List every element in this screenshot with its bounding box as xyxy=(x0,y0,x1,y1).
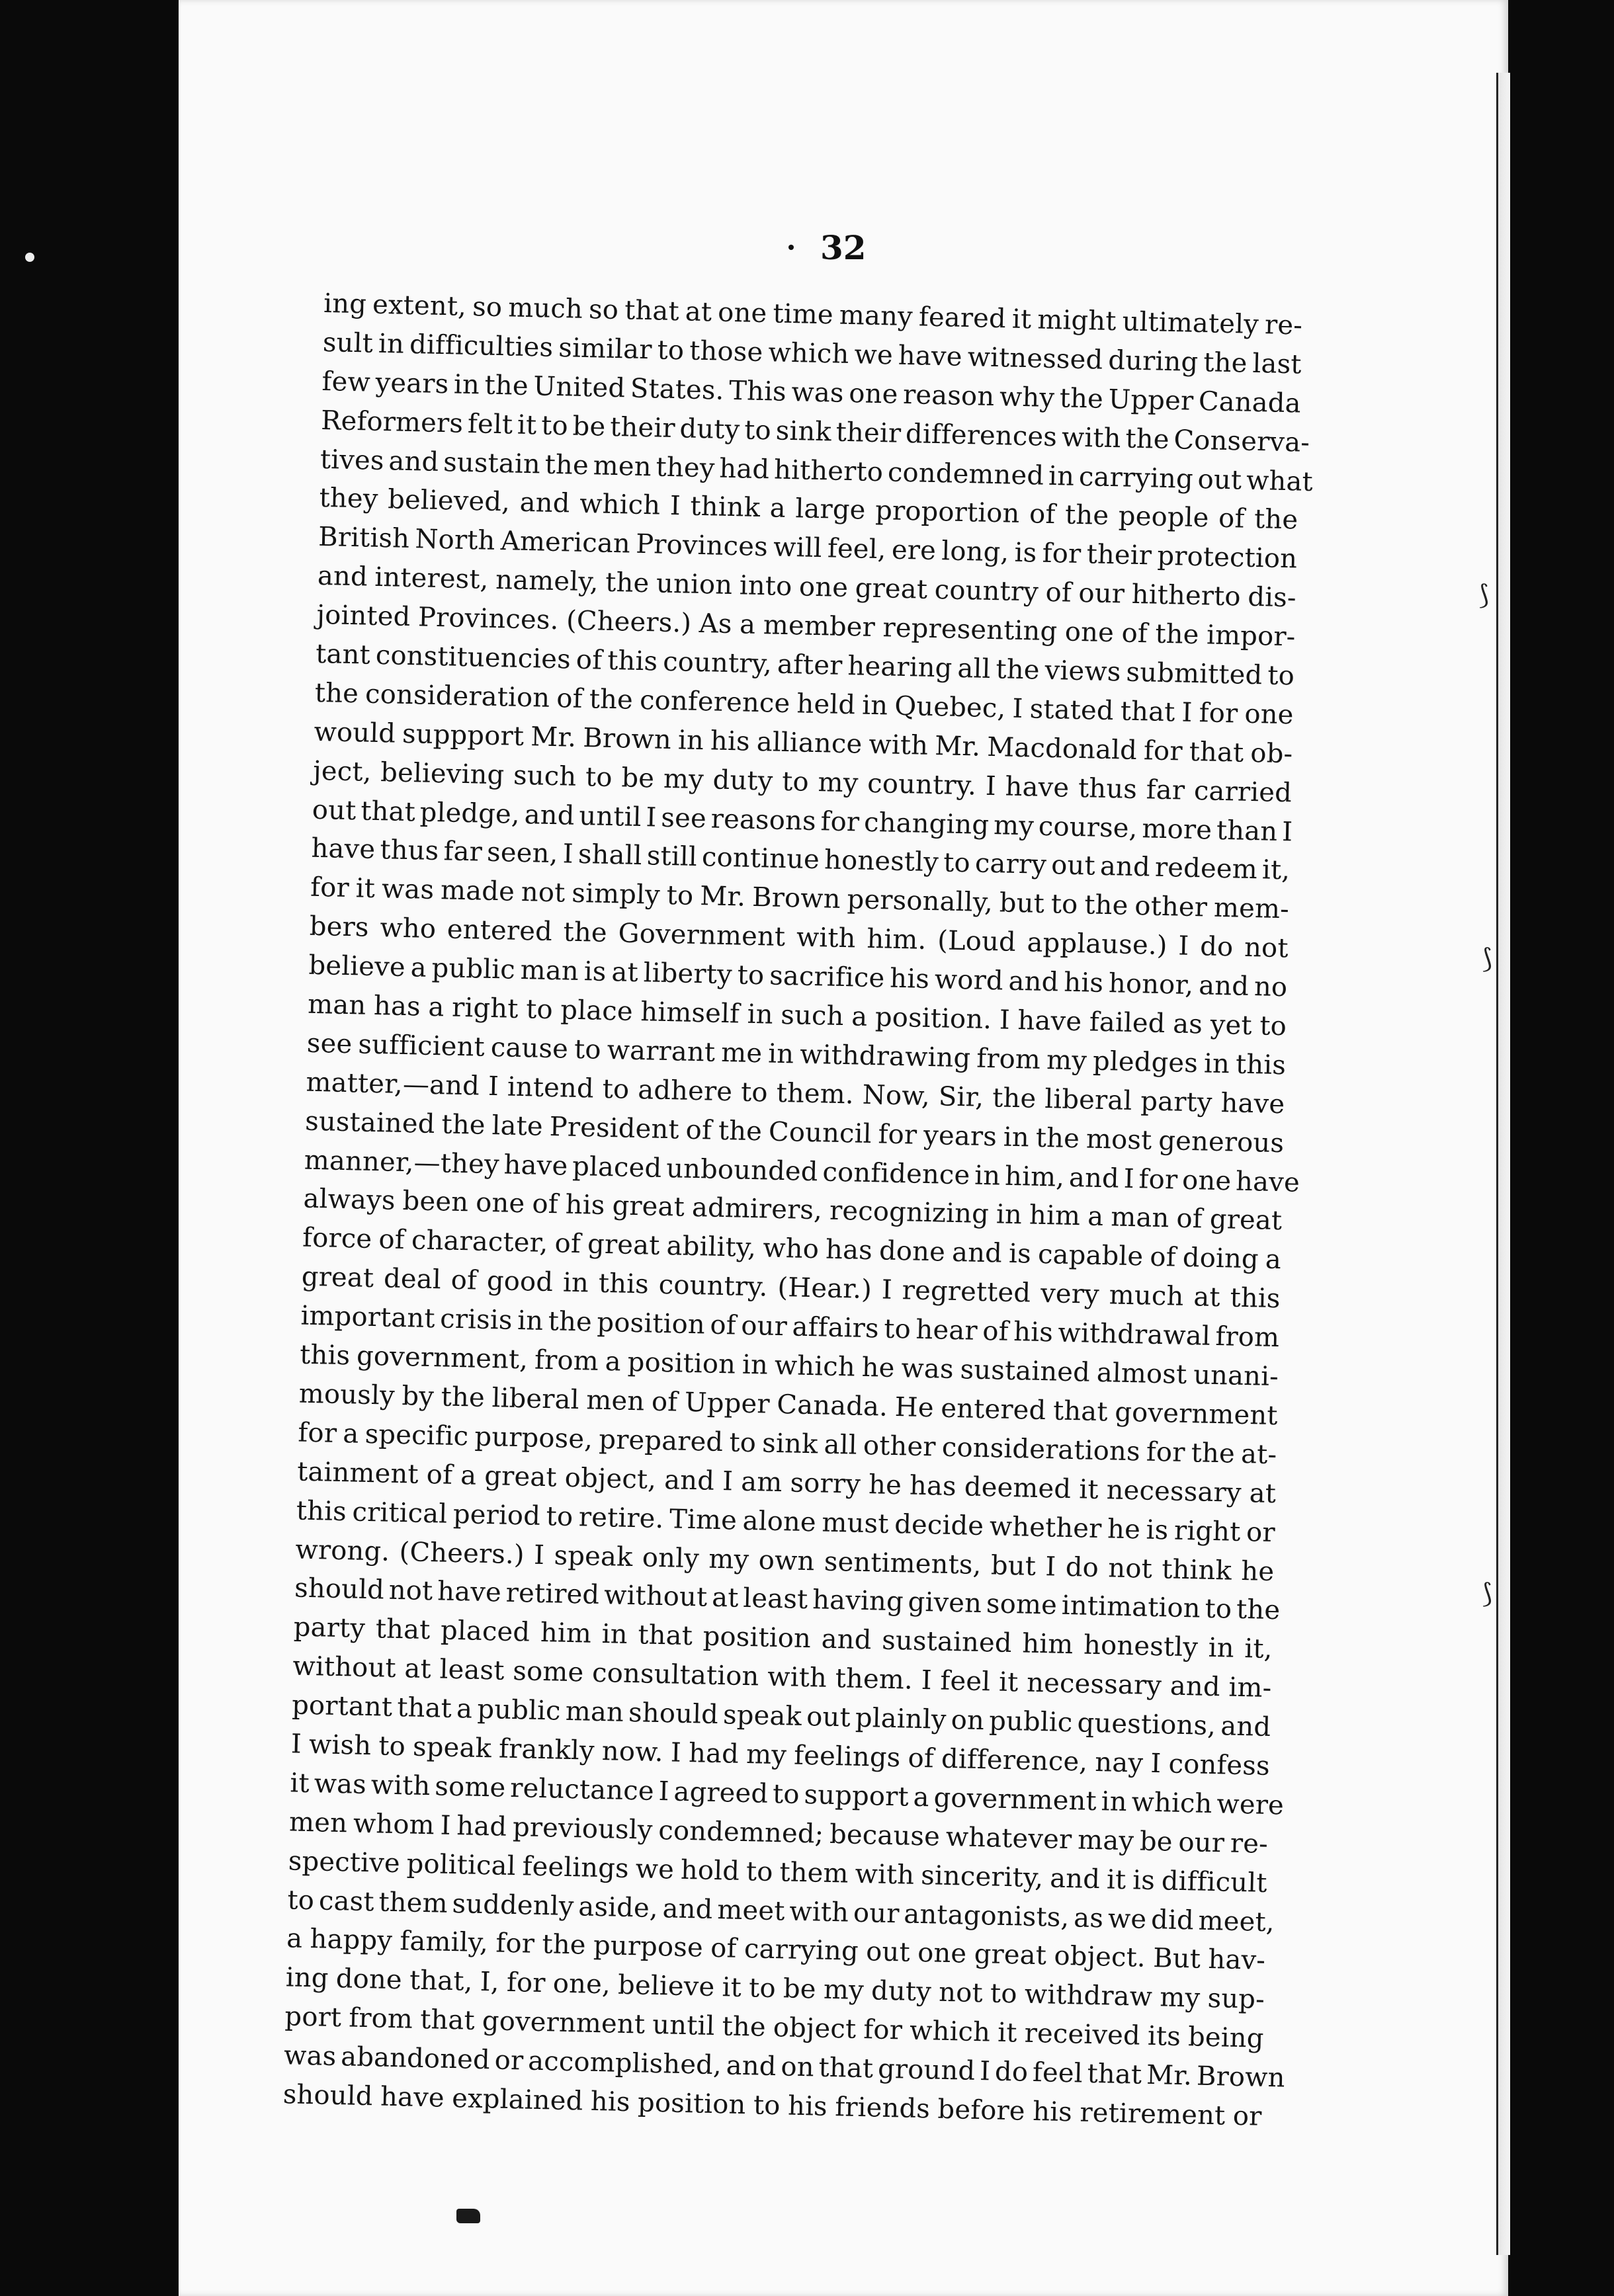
edge-flourish-mark: ⟆ xyxy=(1482,944,1492,974)
text-line: should have explained his position to his friends before his retirement or xyxy=(282,2079,1263,2132)
page-number: 32 xyxy=(820,228,867,267)
page-number-dot xyxy=(788,245,794,250)
text-line: great deal of good in this country. (Hear.) I regretted very much at this xyxy=(301,1261,1281,1315)
text-line: men whom I had previously condemned; because whatever may be our re- xyxy=(288,1807,1269,1860)
text-line: without at least some consultation with them. I feel it necessary and im- xyxy=(292,1651,1272,1704)
text-line: matter,—and I intend to adhere to them. Now, Sir, the liberal party have xyxy=(306,1067,1285,1120)
text-line: and interest, namely, the union into one great country of our hitherto dis- xyxy=(317,561,1297,614)
text-line: tant constituencies of this country, after hearing all the views submitted to xyxy=(315,638,1295,692)
text-line: for it was made not simply to Mr. Brown personally, but to the other mem- xyxy=(310,872,1290,925)
text-line: out that pledge, and until I see reasons for changing my course, more than I xyxy=(312,794,1293,848)
text-line: sustained the late President of the Council for years in the most generous xyxy=(304,1106,1285,1159)
text-line: British North American Provinces will feel, ere long, is for their protection xyxy=(318,522,1298,575)
text-line: ing extent, so much so that at one time many feared it might ultimately re- xyxy=(323,288,1303,341)
text-line: this government, from a position in which he was sustained almost unani- xyxy=(299,1339,1279,1393)
text-line: bers who entered the Government with him. (Loud applause.) I do not xyxy=(309,911,1289,964)
text-line: I wish to speak frankly now. I had my feelings of difference, nay I confess xyxy=(290,1729,1271,1782)
text-line: to cast them suddenly aside, and meet with our antagonists, as we did meet, xyxy=(287,1884,1275,1938)
text-line: believe a public man is at liberty to sacrifice his word and his honor, and no xyxy=(308,950,1288,1003)
text-line: it was with some reluctance I agreed to support a government in which were xyxy=(290,1768,1285,1821)
text-line: important crisis in the position of our affairs to hear of his withdrawal from xyxy=(300,1300,1280,1354)
text-line: spective political feelings we hold to them with sincerity, and it is difficult xyxy=(288,1846,1268,1899)
text-line: always been one of his great admirers, recognizing in him a man of great xyxy=(303,1184,1283,1237)
text-line: ing done that, I, for one, believe it to be my duty not to withdraw my sup- xyxy=(285,1962,1265,2016)
ink-blot xyxy=(456,2209,480,2223)
text-line: the consideration of the conference held in Quebec, I stated that I for one xyxy=(314,677,1295,731)
text-line: force of character, of great ability, who has done and is capable of doing a xyxy=(302,1223,1282,1276)
text-line: have thus far seen, I shall still continue honestly to carry out and redeem it, xyxy=(311,833,1291,886)
text-line: tainment of a great object, and I am sorry he has deemed it necessary at xyxy=(296,1456,1277,1509)
text-line: would suppport Mr. Brown in his alliance with Mr. Macdonald for that ob- xyxy=(314,716,1293,770)
body-text xyxy=(282,284,1314,2137)
text-line: jointed Provinces. (Cheers.) As a member representing one of the impor- xyxy=(316,600,1296,653)
text-line: man has a right to place himself in such a position. I have failed as yet to xyxy=(307,989,1287,1042)
text-line: sult in difficulties similar to those which we have witnessed during the last xyxy=(322,327,1302,380)
text-line: they believed, and which I think a large proportion of the people of the xyxy=(319,483,1298,536)
text-line: port from that government until the object for which it received its being xyxy=(284,2001,1265,2055)
text-line: was abandoned or accomplished, and on that ground I do feel that Mr. Brown xyxy=(283,2040,1286,2094)
facing-page-edge xyxy=(1496,73,1510,2255)
scan-speck xyxy=(25,253,34,262)
text-line: this critical period to retire. Time alone must decide whether he is right or xyxy=(296,1495,1276,1548)
text-line: wrong. (Cheers.) I speak only my own sentiments, but I do not think he xyxy=(295,1534,1275,1587)
text-line: ject, believing such to be my duty to my country. I have thus far carried xyxy=(312,755,1293,809)
text-line: a happy family, for the purpose of carrying out one great object. But hav- xyxy=(286,1923,1266,1977)
text-line: portant that a public man should speak out plainly on public questions, and xyxy=(291,1690,1271,1743)
text-line: party that placed him in that position and sustained him honestly in it, xyxy=(293,1612,1273,1665)
text-line: Reformers felt it to be their duty to sink their differences with the Conserva- xyxy=(320,405,1310,458)
text-line: should not have retired without at least having given some intimation to the xyxy=(294,1573,1281,1626)
text-line: see sufficient cause to warrant me in withdrawing from my pledges in this xyxy=(306,1028,1287,1081)
text-line: few years in the United States. This was one reason why the Upper Canada xyxy=(321,366,1302,419)
text-line: manner,—they have placed unbounded confidence in him, and I for one have xyxy=(304,1145,1300,1198)
text-line: for a specific purpose, prepared to sink all other considerations for the at- xyxy=(298,1417,1277,1470)
text-line: tives and sustain the men they had hitherto condemned in carrying out what xyxy=(319,444,1314,497)
text-line: mously by the liberal men of Upper Canada. He entered that government xyxy=(298,1378,1279,1432)
edge-flourish-mark: ⟆ xyxy=(1478,580,1489,610)
edge-flourish-mark: ⟆ xyxy=(1482,1578,1492,1609)
